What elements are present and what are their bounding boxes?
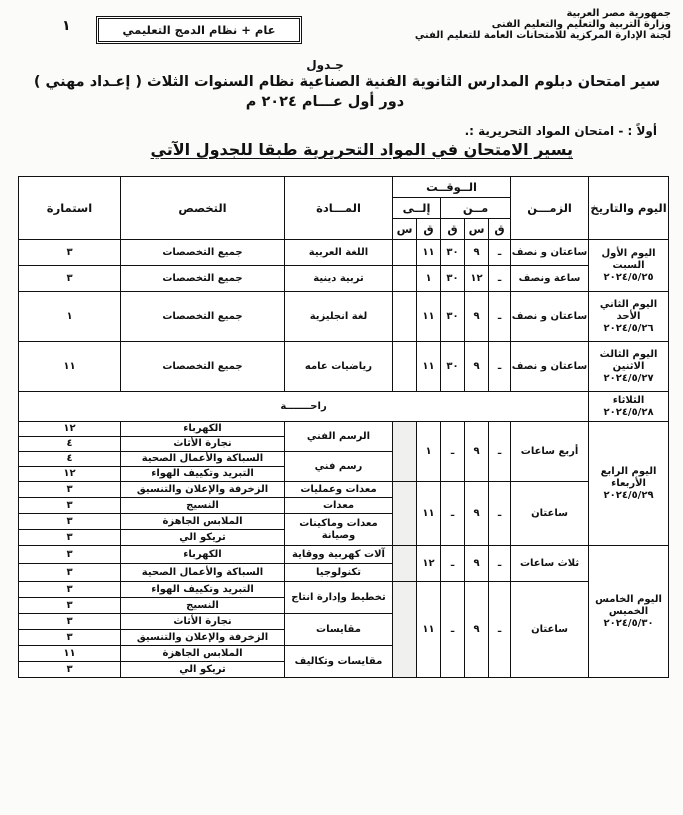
table-row: [19, 422, 669, 437]
from-hour-cell: ٩: [465, 546, 489, 582]
to-hour-cell: ١١: [417, 342, 441, 392]
ministry-header: [414, 8, 671, 41]
day-cell: اليوم الخامس الخميس ٢٠٢٤/٥/٣٠: [589, 546, 669, 678]
header-from-hour: س: [465, 219, 489, 240]
duration-cell: ساعة ونصف: [511, 266, 589, 292]
form-cell: ١٢: [19, 422, 121, 437]
header-day: اليوم والتاريخ: [589, 177, 669, 240]
table-row: [19, 240, 669, 266]
duration-cell: ساعتان: [511, 582, 589, 678]
form-cell: ٣: [19, 482, 121, 498]
from-hour-cell: ١٢: [465, 266, 489, 292]
to-hour-cell: ١١: [417, 240, 441, 266]
from-hour-cell: ٩: [465, 582, 489, 678]
form-cell: ٣: [19, 546, 121, 564]
specialty-cell: الزخرفة والإعلان والتنسيق: [121, 482, 285, 498]
subject-cell: الرسم الفني: [285, 422, 393, 452]
specialty-cell: الكهرباء: [121, 546, 285, 564]
dash-cell: ـ: [441, 546, 465, 582]
to-minute-cell: ٣٠: [441, 266, 465, 292]
day-cell: الثلاثاء ٢٠٢٤/٥/٢٨: [589, 392, 669, 422]
form-cell: ٣: [19, 564, 121, 582]
duration-cell: ساعتان و نصف: [511, 292, 589, 342]
to-minute-cell: ٣٠: [441, 292, 465, 342]
header-to: إلــى: [393, 198, 441, 219]
document-subtitle: دور أول عـــام ٢٠٢٤ م: [245, 94, 405, 110]
to-hour-cell: ١١: [417, 292, 441, 342]
subject-cell: رياضيات عامه: [285, 342, 393, 392]
specialty-cell: التبريد وتكييف الهواء: [121, 582, 285, 598]
ministry-line-3: لجنة الإدارة المركزية للامتحانات العامة للتعليم الفني: [414, 30, 671, 41]
dash-cell: ـ: [489, 422, 511, 482]
subject-cell: معدات وعمليات: [285, 482, 393, 498]
system-label-box: عام + نظام الدمج التعليمي: [96, 16, 302, 44]
empty-cell: [393, 582, 417, 678]
subject-cell: آلات كهربية ووقاية: [285, 546, 393, 564]
table-row: [19, 582, 669, 598]
to-hour-cell: ١: [417, 422, 441, 482]
dash-cell: ـ: [489, 240, 511, 266]
to-hour-cell: ١٢: [417, 546, 441, 582]
form-cell: ٣: [19, 582, 121, 598]
day-cell: اليوم الأول السبت ٢٠٢٤/٥/٢٥: [589, 240, 669, 292]
empty-cell: [393, 266, 417, 292]
form-cell: ٣: [19, 630, 121, 646]
header-subject: المـــادة: [285, 177, 393, 240]
to-hour-cell: ١١: [417, 582, 441, 678]
subject-cell: مقايسات وتكاليف: [285, 646, 393, 678]
header-to-minute: ق: [417, 219, 441, 240]
form-cell: ١١: [19, 646, 121, 662]
subject-cell: تكنولوجيا: [285, 564, 393, 582]
duration-cell: ثلاث ساعات: [511, 546, 589, 582]
specialty-cell: السباكة والأعمال الصحية: [121, 452, 285, 467]
table-row: [19, 292, 669, 342]
specialty-cell: نجارة الأثاث: [121, 437, 285, 452]
specialty-cell: جميع التخصصات: [121, 240, 285, 266]
to-minute-cell: ٣٠: [441, 240, 465, 266]
day-cell: اليوم الثالث الاثنين ٢٠٢٤/٥/٢٧: [589, 342, 669, 392]
form-cell: ٣: [19, 240, 121, 266]
from-hour-cell: ٩: [465, 422, 489, 482]
from-hour-cell: ٩: [465, 482, 489, 546]
specialty-cell: الملابس الجاهزة: [121, 646, 285, 662]
header-duration: الزمـــن: [511, 177, 589, 240]
header-to-hour: س: [393, 219, 417, 240]
empty-cell: [393, 342, 417, 392]
form-cell: ٣: [19, 662, 121, 678]
subject-cell: لغة انجليزية: [285, 292, 393, 342]
dash-cell: ـ: [441, 422, 465, 482]
dash-cell: ـ: [489, 342, 511, 392]
specialty-cell: نجارة الأثاث: [121, 614, 285, 630]
header-from-hour-2: ق: [441, 219, 465, 240]
ministry-line-1: جمهورية مصر العربية: [566, 8, 671, 19]
specialty-cell: تريكو الي: [121, 530, 285, 546]
specialty-cell: التبريد وتكييف الهواء: [121, 467, 285, 482]
dash-cell: ـ: [489, 582, 511, 678]
form-cell: ١: [19, 292, 121, 342]
form-cell: ٣: [19, 498, 121, 514]
document-title: سير امتحان دبلوم المدارس الثانوية الفنية الصناعية نظام السنوات الثلاث ( إعـداد مهني ): [33, 74, 661, 90]
specialty-cell: جميع التخصصات: [121, 342, 285, 392]
form-cell: ٣: [19, 514, 121, 530]
table-word: جـدول: [306, 58, 344, 72]
subject-cell: مقايسات: [285, 614, 393, 646]
form-cell: ٤: [19, 437, 121, 452]
form-cell: ٤: [19, 452, 121, 467]
day-cell: اليوم الرابع الأربعاء ٢٠٢٤/٥/٢٩: [589, 422, 669, 546]
table-row: [19, 482, 669, 498]
specialty-cell: السباكة والأعمال الصحية: [121, 564, 285, 582]
header-time: الــوقــت: [393, 177, 511, 198]
duration-cell: ساعتان و نصف: [511, 240, 589, 266]
specialty-cell: جميع التخصصات: [121, 266, 285, 292]
empty-cell: [393, 292, 417, 342]
dash-cell: ـ: [441, 582, 465, 678]
dash-cell: ـ: [489, 266, 511, 292]
form-cell: ١١: [19, 342, 121, 392]
dash-cell: ـ: [489, 546, 511, 582]
rest-label: راحـــــــة: [19, 392, 589, 422]
day-cell: اليوم الثاني الأحد ٢٠٢٤/٥/٢٦: [589, 292, 669, 342]
form-cell: ٣: [19, 530, 121, 546]
dash-cell: ـ: [489, 482, 511, 546]
header-form: استمارة: [19, 177, 121, 240]
table-row: [19, 546, 669, 564]
from-hour-cell: ٩: [465, 240, 489, 266]
form-cell: ٣: [19, 598, 121, 614]
header-from: مــن: [441, 198, 511, 219]
page-number: ١: [62, 18, 71, 34]
empty-cell: [393, 546, 417, 582]
specialty-cell: جميع التخصصات: [121, 292, 285, 342]
subject-cell: معدات وماكينات وصيانة: [285, 514, 393, 546]
header-from-minute: ق: [489, 219, 511, 240]
from-hour-cell: ٩: [465, 292, 489, 342]
duration-cell: ساعتان: [511, 482, 589, 546]
dash-cell: ـ: [441, 482, 465, 546]
empty-cell: [393, 422, 417, 482]
duration-cell: أربع ساعات: [511, 422, 589, 482]
subject-cell: تربية دينية: [285, 266, 393, 292]
specialty-cell: النسيج: [121, 598, 285, 614]
subject-cell: تخطيط وإدارة انتاج: [285, 582, 393, 614]
dash-cell: ـ: [489, 292, 511, 342]
section-label: أولاً : - امتحان المواد التحريرية :.: [464, 124, 657, 138]
empty-cell: [393, 240, 417, 266]
subject-cell: رسم فني: [285, 452, 393, 482]
table-row: [19, 266, 669, 292]
subject-cell: معدات: [285, 498, 393, 514]
specialty-cell: تريكو الي: [121, 662, 285, 678]
to-hour-cell: ١١: [417, 482, 441, 546]
section-subtitle: يسير الامتحان في المواد التحريرية طبقا للجدول الآتي: [150, 140, 573, 159]
specialty-cell: الملابس الجاهزة: [121, 514, 285, 530]
subject-cell: اللغة العربية: [285, 240, 393, 266]
specialty-cell: النسيج: [121, 498, 285, 514]
form-cell: ٣: [19, 266, 121, 292]
to-minute-cell: ٣٠: [441, 342, 465, 392]
specialty-cell: الكهرباء: [121, 422, 285, 437]
rest-row: [19, 392, 669, 422]
table-row: [19, 342, 669, 392]
empty-cell: [393, 482, 417, 546]
specialty-cell: الزخرفة والإعلان والتنسيق: [121, 630, 285, 646]
to-hour-cell: ١: [417, 266, 441, 292]
form-cell: ٣: [19, 614, 121, 630]
header-specialty: التخصص: [121, 177, 285, 240]
exam-schedule-table: [18, 176, 669, 678]
from-hour-cell: ٩: [465, 342, 489, 392]
duration-cell: ساعتان و نصف: [511, 342, 589, 392]
form-cell: ١٢: [19, 467, 121, 482]
ministry-line-2: وزارة التربية والتعليم والتعليم الفنى: [491, 19, 671, 30]
